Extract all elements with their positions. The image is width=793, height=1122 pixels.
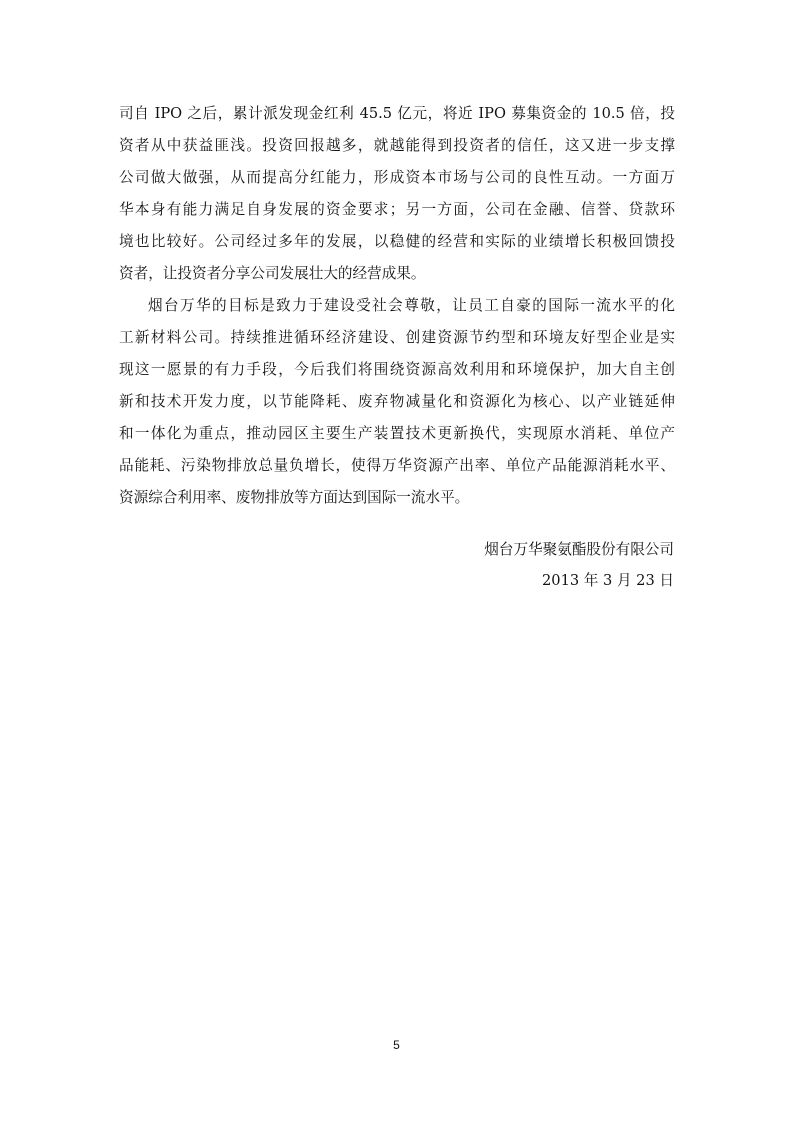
paragraph-dividend (119, 98, 675, 290)
text-line: 资者从中获益匪浅。投资回报越多，就越能得到投资者的信任，这又进一步支撑 (119, 137, 675, 154)
text-line: 烟台万华的目标是致力于建设受社会尊敬，让员工自豪的国际一流水平的化 (148, 297, 675, 314)
text-line: 工新材料公司。持续推进循环经济建设、创建资源节约型和环境友好型企业是实 (119, 329, 675, 346)
text-line: 境也比较好。公司经过多年的发展，以稳健的经营和实际的业绩增长积极回馈投 (119, 233, 675, 250)
text-line: 资者，让投资者分享公司发展壮大的经营成果。 (119, 265, 426, 282)
page-number: 5 (393, 1038, 400, 1052)
text-line: 和一体化为重点，推动园区主要生产装置技术更新换代，实现原水消耗、单位产 (119, 425, 675, 442)
text-line: 品能耗、污染物排放总量负增长，使得万华资源产出率、单位产品能源消耗水平、 (119, 457, 675, 474)
text-line: 新和技术开发力度，以节能降耗、废弃物减量化和资源化为核心、以产业链延伸 (119, 393, 675, 410)
text-line: 公司做大做强，从而提高分红能力，形成资本市场与公司的良性互动。一方面万 (119, 169, 675, 186)
text-line: 华本身有能力满足自身发展的资金要求；另一方面，公司在金融、信誉、贷款环 (119, 201, 675, 218)
text-line: 现这一愿景的有力手段，今后我们将围绕资源高效利用和环境保护，加大自主创 (119, 361, 675, 378)
body-text (119, 98, 675, 514)
company-name: 烟台万华聚氨酯股份有限公司 (484, 541, 674, 558)
signature-block (484, 534, 674, 596)
paragraph-goal (119, 290, 675, 514)
text-line: 司自 IPO 之后，累计派发现金红利 45.5 亿元，将近 IPO 募集资金的 10.5 倍，投 (119, 105, 675, 122)
text-line: 资源综合利用率、废物排放等方面达到国际一流水平。 (119, 489, 470, 506)
signature-date: 2013 年 3 月 23 日 (542, 572, 674, 589)
